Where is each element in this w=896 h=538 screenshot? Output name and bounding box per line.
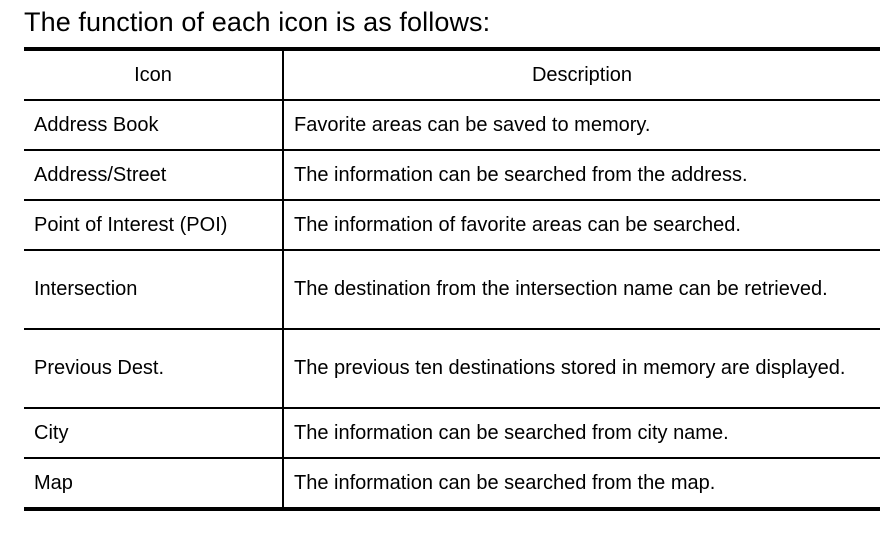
icon-function-table	[24, 47, 880, 511]
description-cell: The information can be searched from the address.	[283, 150, 880, 200]
table-header-row	[24, 49, 880, 100]
description-cell: The destination from the intersection name can be retrieved.	[283, 250, 880, 329]
icon-name-cell: Intersection	[24, 250, 283, 329]
icon-name-cell: Map	[24, 458, 283, 509]
page-heading: The function of each icon is as follows:	[24, 7, 491, 37]
column-header-description: Description	[283, 49, 880, 100]
table-row	[24, 250, 880, 329]
icon-name-cell: Address/Street	[24, 150, 283, 200]
table-row	[24, 200, 880, 250]
table-row	[24, 458, 880, 509]
description-cell: The information can be searched from city name.	[283, 408, 880, 458]
description-cell: The information can be searched from the map.	[283, 458, 880, 509]
table-row	[24, 329, 880, 408]
description-cell: Favorite areas can be saved to memory.	[283, 100, 880, 150]
table-row	[24, 408, 880, 458]
icon-name-cell: Point of Interest (POI)	[24, 200, 283, 250]
icon-name-cell: City	[24, 408, 283, 458]
description-cell: The information of favorite areas can be searched.	[283, 200, 880, 250]
table-row	[24, 150, 880, 200]
table-row	[24, 100, 880, 150]
description-cell: The previous ten destinations stored in memory are displayed.	[283, 329, 880, 408]
icon-name-cell: Address Book	[24, 100, 283, 150]
column-header-icon: Icon	[24, 49, 283, 100]
icon-name-cell: Previous Dest.	[24, 329, 283, 408]
